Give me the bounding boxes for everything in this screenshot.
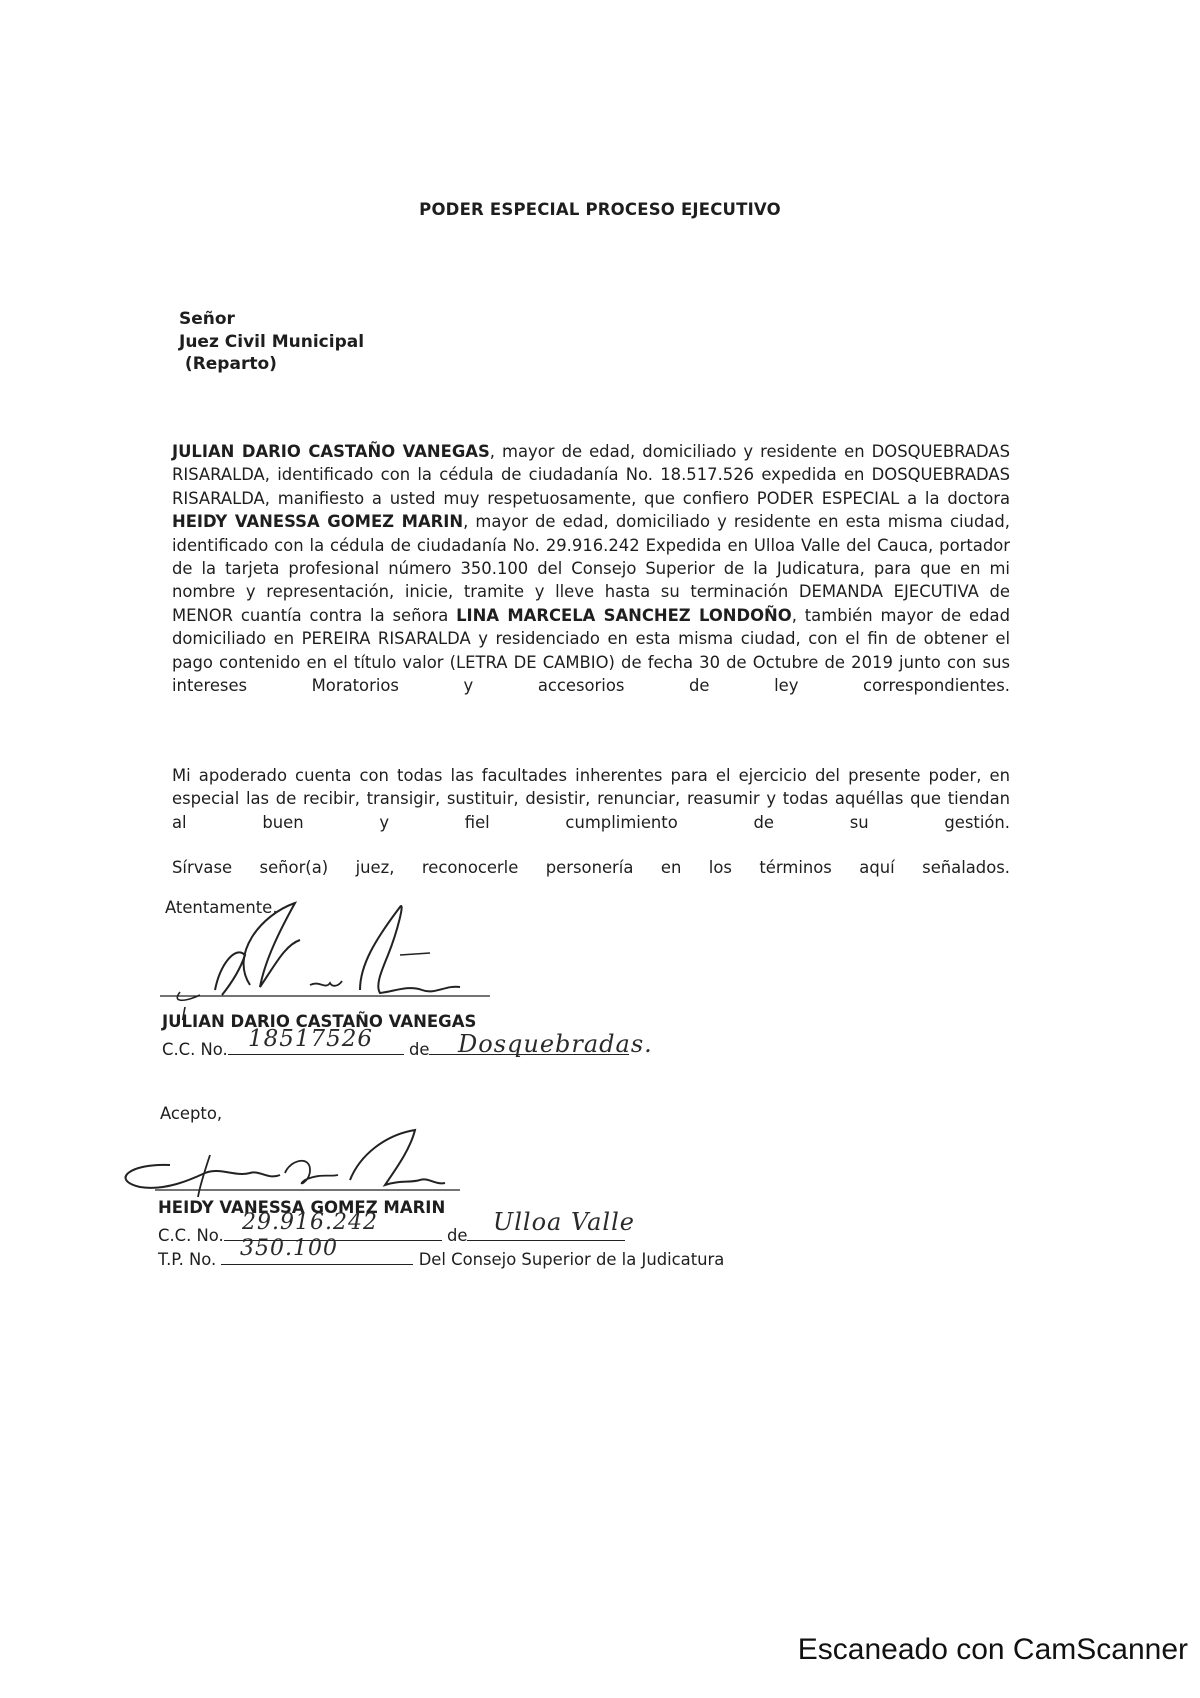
addressee-reparto: (Reparto) — [179, 354, 277, 374]
attorney-cc-handwritten: 29.916.242 — [242, 1210, 378, 1235]
attorney-de-label: de — [446, 1226, 468, 1245]
closing-text: Atentamente, — [165, 898, 278, 917]
grantor-cc-label: C.C. No. — [162, 1040, 228, 1059]
attorney-signature — [110, 1125, 470, 1205]
grantor-name: JULIAN DARIO CASTAÑO VANEGAS — [162, 1012, 477, 1031]
accept-text: Acepto, — [160, 1104, 223, 1123]
grantor-signature — [160, 895, 500, 1020]
paragraph-faculties: Mi apoderado cuenta con todas las facultades inherentes para el ejercicio del presente poder, en especial las de recibir, transigir, sustituir, desistir, renunciar, reasumir y todas aquéllas que tiendan al buen y fiel cumplimiento de su gestión. — [172, 766, 1010, 832]
grantor-de-label: de — [408, 1040, 430, 1059]
paragraph-text: , mayor de edad, domiciliado y residente en esta misma ciudad, identificado con la cédula de ciudadanía No. 29.916.242 Expedida en Ulloa Valle del Cauca, portador de la tarjeta profesional número 350.100 del Consejo Superior de la Judicatura, para que en mi nombre y representación, inicie, tramite y lleve hasta su terminación DEMANDA EJECUTIVA de MENOR cuantía contra la señora — [172, 512, 1011, 625]
attorney-name: HEIDY VANESSA GOMEZ MARIN — [158, 1198, 446, 1217]
addressee-block — [179, 308, 364, 376]
addressee-court: Juez Civil Municipal — [179, 331, 365, 352]
grantor-cc-handwritten: 18517526 — [248, 1026, 374, 1052]
attorney-tp-handwritten: 350.100 — [240, 1236, 338, 1261]
scanner-watermark: Escaneado con CamScanner — [797, 1633, 1188, 1666]
paragraph-grant-of-power — [172, 440, 1010, 697]
attorney-de-handwritten: Ulloa Valle — [493, 1208, 635, 1236]
paragraph-text: , también mayor de edad domiciliado en PEREIRA RISARALDA y residenciado en esta misma ciudad, con el fin de obtener el pago contenido en el título valor (LETRA DE CAMBIO) de fecha 30 de Octubre de 2019 junto con sus intereses Moratorios y accesorios de ley correspondientes. — [172, 605, 1010, 696]
attorney-tp-label: T.P. No. — [158, 1250, 217, 1269]
paragraph-request: Sírvase señor(a) juez, reconocerle personería en los términos aquí señalados. — [172, 858, 1010, 877]
grantor-de-handwritten: Dosquebradas. — [458, 1030, 653, 1058]
attorney-name-inline: HEIDY VANESSA GOMEZ MARIN — [172, 512, 464, 532]
grantor-name-inline: JULIAN DARIO CASTAÑO VANEGAS — [172, 442, 490, 461]
attorney-tp-suffix: Del Consejo Superior de la Judicatura — [418, 1250, 725, 1269]
defendant-name-inline: LINA MARCELA SANCHEZ LONDOÑO — [456, 605, 792, 625]
addressee-salutation: Señor — [179, 309, 235, 329]
attorney-cc-label: C.C. No. — [158, 1226, 224, 1245]
document-title: PODER ESPECIAL PROCESO EJECUTIVO — [419, 200, 781, 219]
paragraph-text: , mayor de edad, domiciliado y residente en DOSQUEBRADAS RISARALDA, identificado con la cédula de ciudadanía No. 18.517.526 expedida en DOSQUEBRADAS RISARALDA, manifiesto a usted muy respetuosamente, que confiero PODER ESPECIAL a la doctora — [172, 442, 1010, 508]
